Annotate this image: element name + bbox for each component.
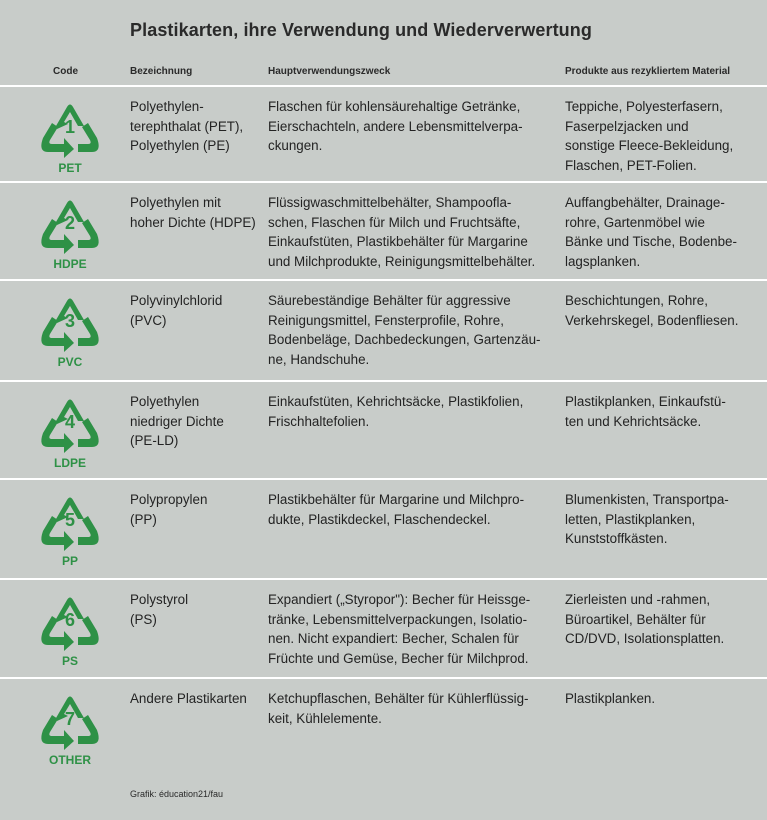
recycling-code-symbol bbox=[34, 96, 106, 180]
resin-code-number: 5 bbox=[64, 510, 75, 530]
recycling-code-symbol bbox=[34, 589, 106, 673]
main-use: Ketchupflaschen, Behälter für Kühlerflüssig- keit, Kühlelemente. bbox=[268, 691, 529, 726]
header-name: Bezeichnung bbox=[130, 66, 193, 77]
resin-code-abbr: HDPE bbox=[53, 257, 87, 271]
recycling-code-symbol bbox=[34, 391, 106, 475]
plastic-name: Polypropylen (PP) bbox=[130, 492, 208, 527]
resin-code-abbr: LDPE bbox=[53, 456, 86, 470]
resin-code-number: 6 bbox=[64, 610, 75, 630]
divider bbox=[0, 677, 767, 679]
main-use: Plastikbehälter für Margarine und Milchpro- dukte, Plastikdeckel, Flaschendeckel. bbox=[268, 492, 525, 527]
plastic-name: Polyethylen niedriger Dichte (PE-LD) bbox=[130, 394, 224, 449]
main-use: Säurebeständige Behälter für aggressive Reinigungsmittel, Fensterprofile, Rohre, Bodenbeläge, Dachbedeckungen, Gartenzäu- ne, Handschuhe. bbox=[268, 293, 541, 368]
resin-code-abbr: PS bbox=[61, 654, 78, 668]
recycling-code-symbol bbox=[34, 290, 106, 374]
credit: Grafik: éducation21/fau bbox=[130, 789, 224, 799]
plastic-name: Polyethylen mit hoher Dichte (HDPE) bbox=[130, 195, 256, 230]
resin-code-number: 7 bbox=[64, 709, 75, 729]
plastic-name: Polyvinylchlorid (PVC) bbox=[130, 293, 223, 328]
divider bbox=[0, 380, 767, 382]
recycling-code-symbol bbox=[34, 192, 106, 276]
resin-code-number: 1 bbox=[64, 117, 75, 137]
divider bbox=[0, 578, 767, 580]
resin-code-number: 4 bbox=[64, 412, 75, 432]
main-use: Flaschen für kohlensäurehaltige Getränke, Eierschachteln, andere Lebensmittelverpa- ckungen. bbox=[268, 99, 523, 154]
recycling-code-symbol bbox=[34, 688, 106, 772]
resin-code-abbr: OTHER bbox=[49, 753, 91, 767]
plastic-name: Polyethylen- terephthalat (PET), Polyethylen (PE) bbox=[130, 99, 244, 154]
divider bbox=[0, 181, 767, 183]
header-use: Hauptverwendungszweck bbox=[268, 66, 391, 77]
recycling-code-symbol bbox=[34, 489, 106, 573]
page-title: Plastikarten, ihre Verwendung und Wiederverwertung bbox=[130, 20, 592, 40]
recycled-products: Beschichtungen, Rohre, Verkehrskegel, Bodenfliesen. bbox=[565, 293, 739, 328]
header-products: Produkte aus rezykliertem Material bbox=[565, 66, 731, 77]
header-code: Code bbox=[53, 66, 78, 77]
divider bbox=[0, 85, 767, 87]
main-use: Flüssigwaschmittelbehälter, Shampoofla- schen, Flaschen für Milch und Fruchtsäfte, Einkaufstüten, Plastikbehälter für Margarine und Milchprodukte, Reinigungsmittelbehälter. bbox=[268, 195, 536, 270]
recycled-products: Auffangbehälter, Drainage- rohre, Gartenmöbel wie Bänke und Tische, Bodenbe- lagsplanken. bbox=[565, 195, 737, 270]
plastic-name: Andere Plastikarten bbox=[130, 691, 247, 706]
recycled-products: Zierleisten und -rahmen, Büroartikel, Behälter für CD/DVD, Isolationsplatten. bbox=[565, 592, 725, 647]
recycled-products: Plastikplanken. bbox=[565, 691, 656, 706]
resin-code-abbr: PVC bbox=[57, 355, 83, 369]
recycled-products: Plastikplanken, Einkaufstü- ten und Kehrichtsäcke. bbox=[565, 394, 726, 429]
resin-code-abbr: PET bbox=[58, 161, 82, 175]
plastic-name: Polystyrol (PS) bbox=[130, 592, 189, 627]
table-header bbox=[0, 66, 767, 82]
recycled-products: Teppiche, Polyesterfasern, Faserpelzjacken und sonstige Fleece-Bekleidung, Flaschen, PET-Folien. bbox=[565, 99, 734, 174]
resin-code-number: 3 bbox=[64, 311, 75, 331]
main-use: Expandiert („Styropor"): Becher für Heissge- tränke, Lebensmittelverpackungen, Isolatio- nen. Nicht expandiert: Becher, Schalen für Früchte und Gemüse, Becher für Milchprod. bbox=[268, 592, 531, 667]
main-use: Einkaufstüten, Kehrichtsäcke, Plastikfolien, Frischhaltefolien. bbox=[268, 394, 524, 429]
resin-code-number: 2 bbox=[64, 213, 75, 233]
divider bbox=[0, 279, 767, 281]
resin-code-abbr: PP bbox=[61, 554, 78, 568]
recycled-products: Blumenkisten, Transportpa- letten, Plastikplanken, Kunststoffkästen. bbox=[565, 492, 729, 547]
divider bbox=[0, 478, 767, 480]
